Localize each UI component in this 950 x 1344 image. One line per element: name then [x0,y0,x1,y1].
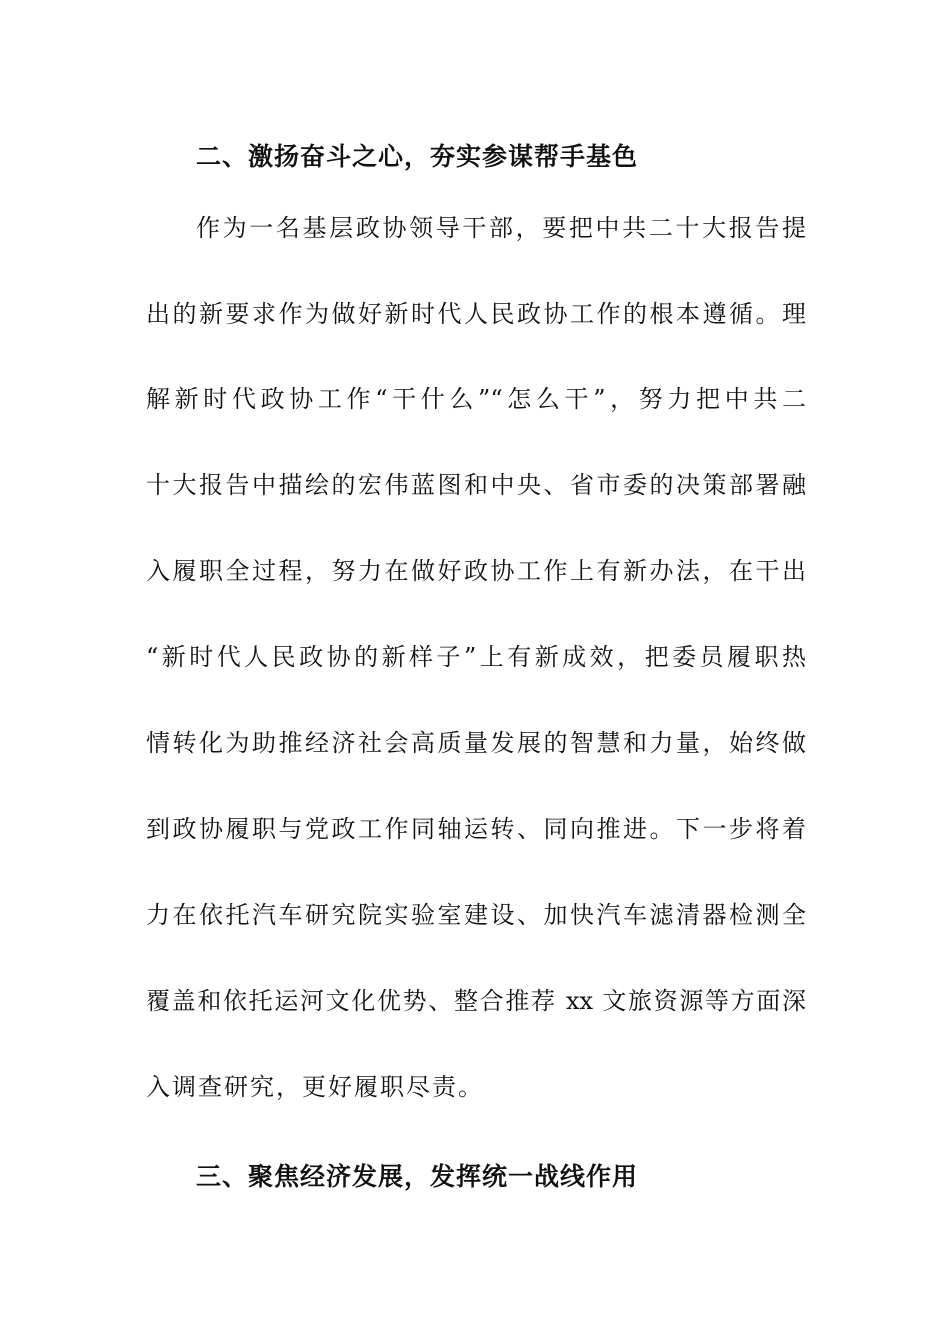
paragraph-line-2: 出的新要求作为做好新时代人民政协工作的根本遵循。理 [146,300,806,328]
section-heading-2: 二、激扬奋斗之心，夯实参谋帮手基色 [196,142,639,171]
paragraph-line-5: 入履职全过程，努力在做好政协工作上有新办法，在干出 [146,557,806,585]
paragraph-line-8: 到政协履职与党政工作同轴运转、同向推进。下一步将着 [146,815,806,843]
paragraph-line-1: 作为一名基层政协领导干部，要把中共二十大报告提 [196,214,806,242]
section-heading-3: 三、聚焦经济发展，发挥统一战线作用 [196,1162,639,1191]
paragraph-line-10: 覆盖和依托运河文化优势、整合推荐 xx 文旅资源等方面深 [146,987,806,1015]
paragraph-line-11: 入调查研究，更好履职尽责。 [146,1073,484,1101]
paragraph-line-6: “新时代人民政协的新样子”上有新成效，把委员履职热 [146,643,806,671]
paragraph-line-7: 情转化为助推经济社会高质量发展的智慧和力量，始终做 [146,729,806,757]
paragraph-line-9: 力在依托汽车研究院实验室建设、加快汽车滤清器检测全 [146,901,806,929]
paragraph-line-3: 解新时代政协工作“干什么”“怎么干”，努力把中共二 [146,385,806,413]
paragraph-line-4: 十大报告中描绘的宏伟蓝图和中央、省市委的决策部署融 [146,471,806,499]
